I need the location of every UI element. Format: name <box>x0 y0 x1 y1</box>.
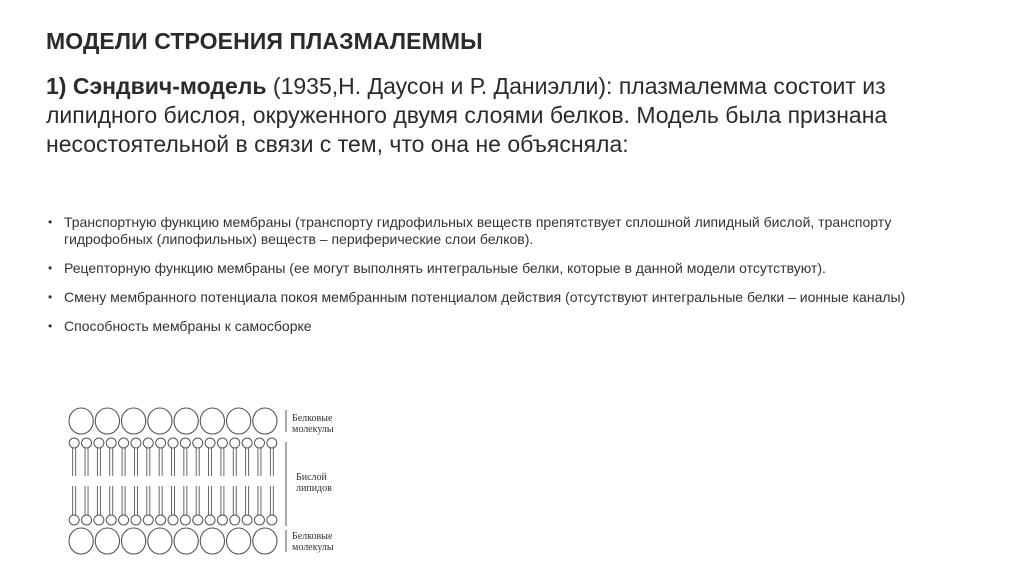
lipid-head <box>82 438 92 448</box>
protein-molecule-top <box>95 408 119 434</box>
protein-molecule-bottom <box>253 528 277 554</box>
lipid-head <box>131 515 141 525</box>
protein-molecule-bottom <box>174 528 198 554</box>
label-protein-bottom-2: молекулы <box>292 542 334 553</box>
lipid-head <box>156 438 166 448</box>
protein-molecule-bottom <box>148 528 172 554</box>
lipid-head <box>217 438 227 448</box>
bullet-text: Способность мембраны к самосборке <box>64 318 312 334</box>
lipid-head <box>254 515 264 525</box>
lipid-head <box>106 438 116 448</box>
lead-paragraph <box>46 72 946 159</box>
label-protein-bottom: Белковые <box>292 531 333 542</box>
lipid-head <box>242 438 252 448</box>
lipid-head <box>267 515 277 525</box>
lipid-head <box>230 438 240 448</box>
protein-molecule-top <box>200 408 224 434</box>
lipid-head <box>205 515 215 525</box>
lipid-head <box>254 438 264 448</box>
lipid-head <box>119 438 129 448</box>
lead-text: (1935,Н. Даусон и Р. Даниэлли): плазмалемма состоит из липидного бислоя, окруженного двумя слоями белков. Модель была признана несостоятельной в связи с тем, что она не объясняла: <box>46 73 888 157</box>
bullet-item <box>46 214 976 248</box>
lipid-head <box>143 438 153 448</box>
lipid-head <box>94 438 104 448</box>
bullet-text: Рецепторную функцию мембраны (ее могут выполнять интегральные белки, которые в данной модели отсутствуют). <box>64 260 826 276</box>
lipid-head <box>156 515 166 525</box>
lipid-head <box>69 515 79 525</box>
bullet-text: Смену мембранного потенциала покоя мембранным потенциалом действия (отсутствуют интегральные белки – ионные каналы) <box>64 289 906 305</box>
label-protein-top: Белковые <box>292 413 333 424</box>
protein-molecule-bottom <box>95 528 119 554</box>
lipid-head <box>180 438 190 448</box>
bullet-dot: • <box>48 290 53 304</box>
lipid-head <box>242 515 252 525</box>
lipid-head <box>230 515 240 525</box>
label-lipid-bilayer: Бислой <box>296 472 327 483</box>
lipid-head <box>106 515 116 525</box>
sandwich-membrane-diagram <box>64 400 364 560</box>
protein-molecule-bottom <box>69 528 93 554</box>
bullet-item <box>46 289 976 306</box>
protein-molecule-top <box>174 408 198 434</box>
lipid-head <box>193 515 203 525</box>
lipid-head <box>143 515 153 525</box>
protein-molecule-bottom <box>122 528 146 554</box>
lipid-head <box>69 438 79 448</box>
lipid-head <box>119 515 129 525</box>
bullet-dot: • <box>48 261 53 275</box>
lipid-head <box>168 515 178 525</box>
protein-molecule-bottom <box>200 528 224 554</box>
lead-bold: 1) Сэндвич-модель <box>46 73 267 99</box>
lipid-head <box>94 515 104 525</box>
protein-molecule-top <box>253 408 277 434</box>
slide-title: МОДЕЛИ СТРОЕНИЯ ПЛАЗМАЛЕММЫ <box>46 28 483 54</box>
bullet-item <box>46 318 976 335</box>
lipid-head <box>205 438 215 448</box>
lipid-head <box>193 438 203 448</box>
bullet-dot: • <box>48 319 53 333</box>
bullet-item <box>46 260 976 277</box>
protein-molecule-top <box>227 408 251 434</box>
protein-molecule-top <box>148 408 172 434</box>
label-lipid-bilayer-2: липидов <box>296 483 332 494</box>
lipid-head <box>180 515 190 525</box>
protein-molecule-top <box>122 408 146 434</box>
protein-molecule-top <box>69 408 93 434</box>
lipid-head <box>82 515 92 525</box>
bullet-text: Транспортную функцию мембраны (транспорту гидрофильных веществ препятствует сплошной липидный бислой, транспорту гидрофобных (липофильных) веществ – периферические слои белков). <box>64 214 892 247</box>
lipid-head <box>217 515 227 525</box>
label-protein-top-2: молекулы <box>292 424 334 435</box>
lipid-head <box>267 438 277 448</box>
bullet-list <box>46 214 976 347</box>
lipid-head <box>131 438 141 448</box>
lipid-head <box>168 438 178 448</box>
membrane-shapes <box>69 408 277 554</box>
bullet-dot: • <box>48 215 53 229</box>
protein-molecule-bottom <box>227 528 251 554</box>
